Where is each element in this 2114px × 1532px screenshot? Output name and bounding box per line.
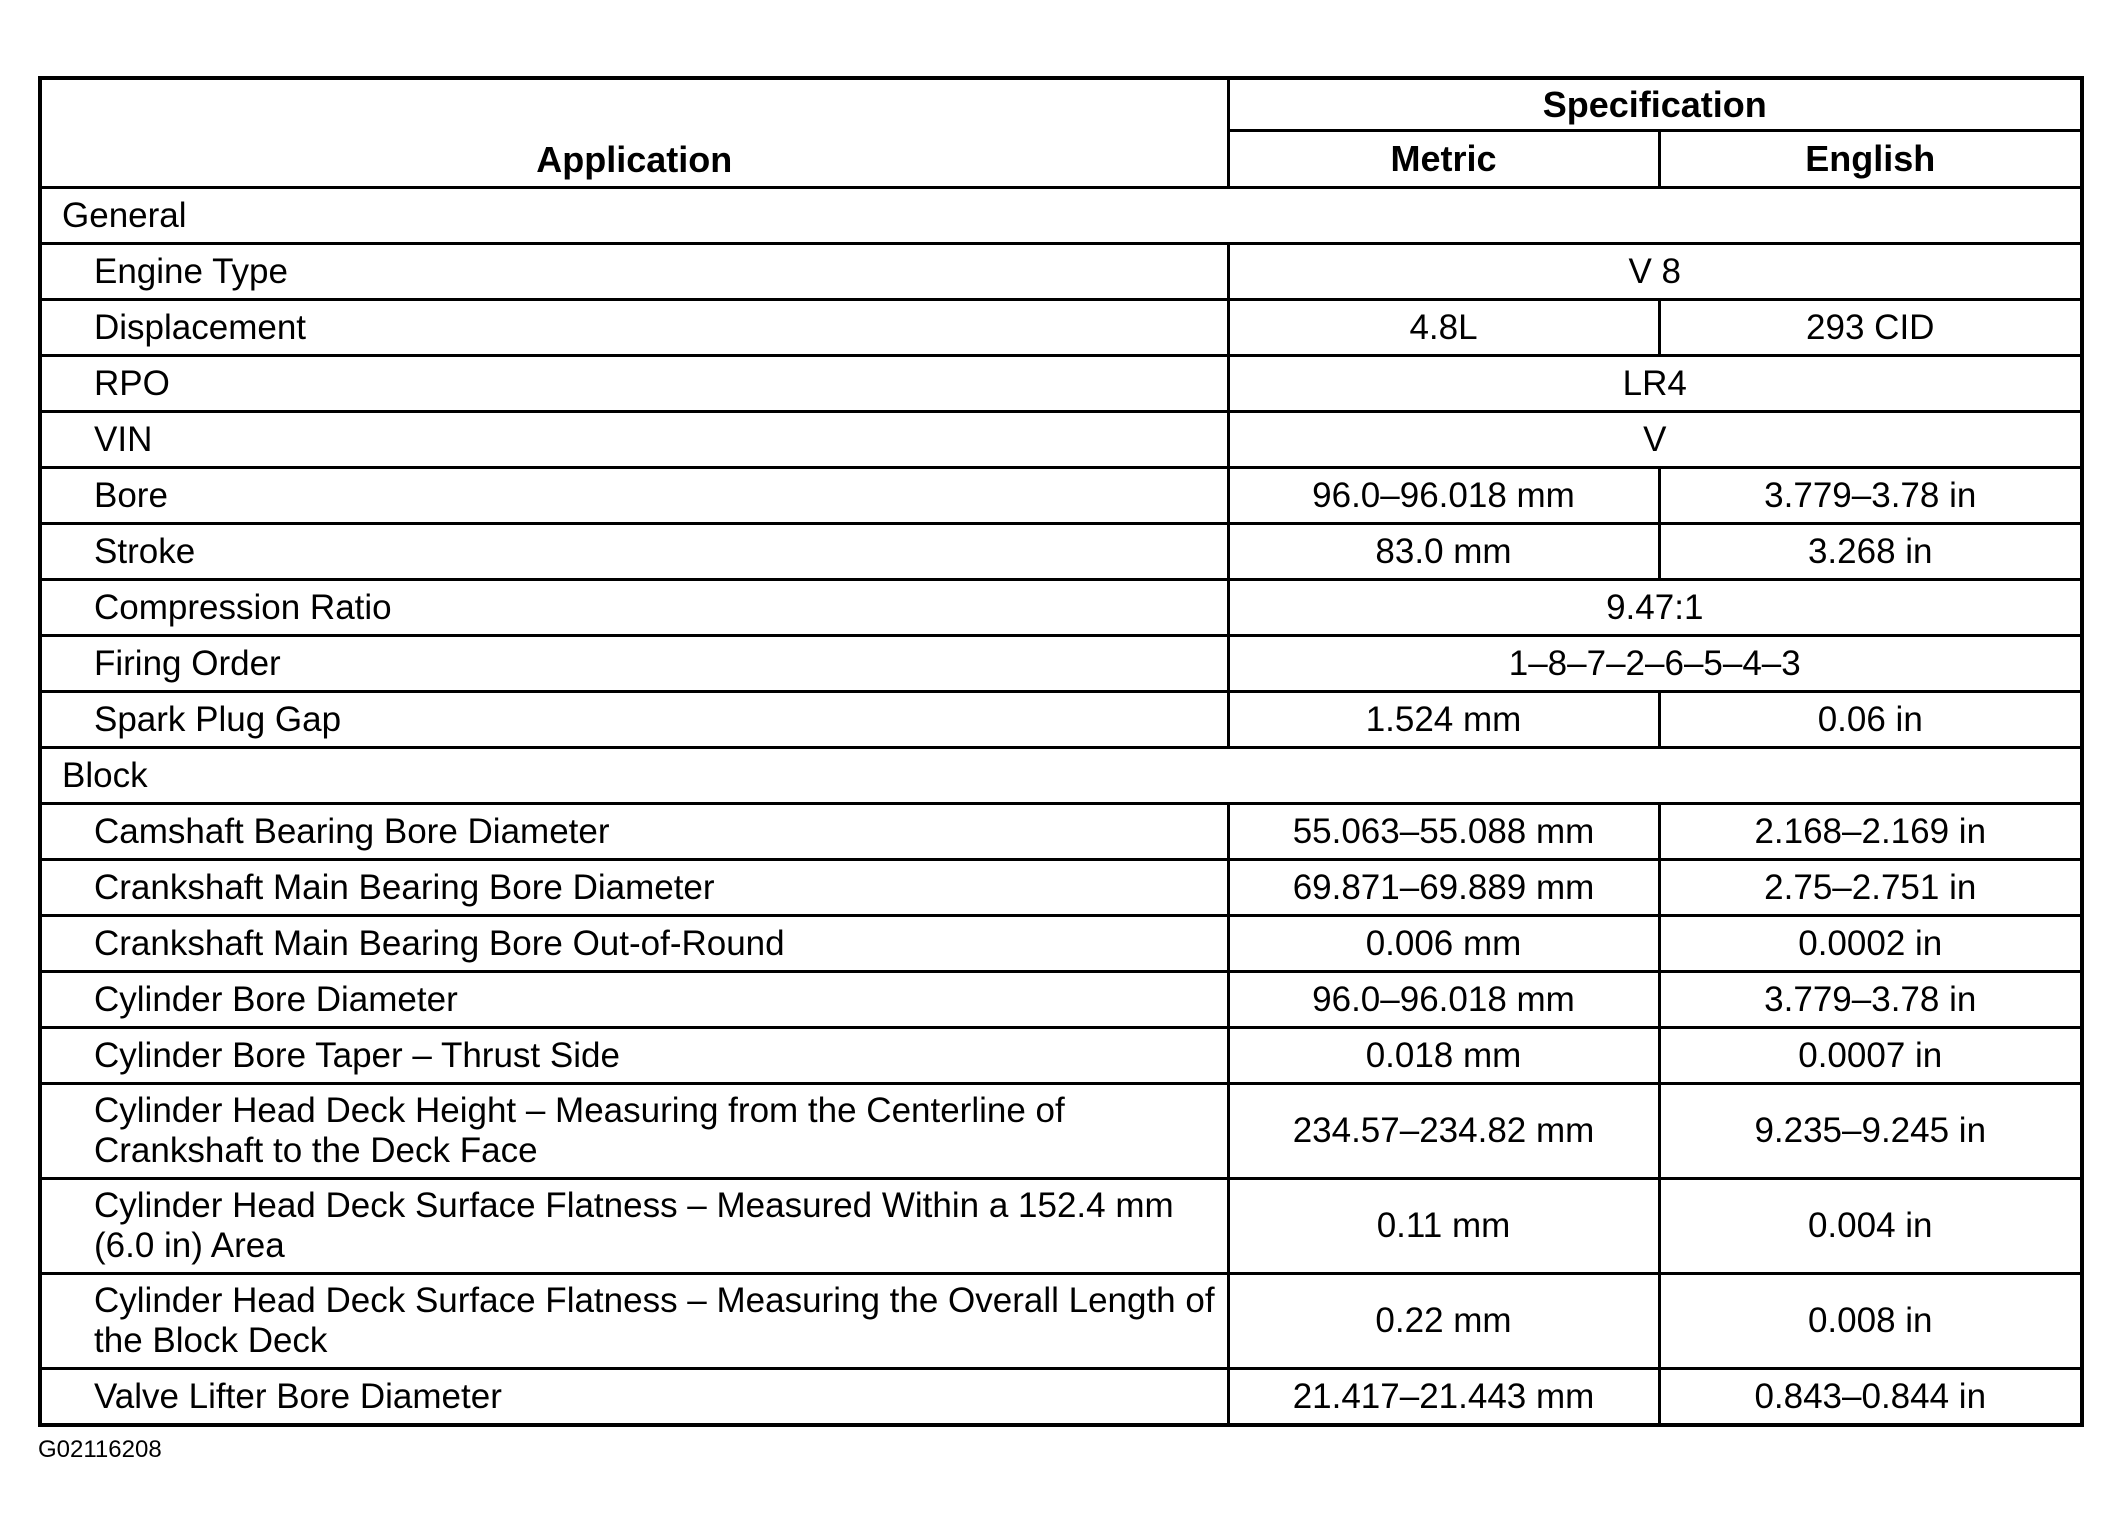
row-label: Cylinder Head Deck Surface Flatness – Measured Within a 152.4 mm (6.0 in) Area [40,1179,1228,1274]
english-value: 293 CID [1659,300,2082,356]
table-row-firing-order [40,636,2082,692]
english-value: 3.779–3.78 in [1659,972,2082,1028]
section-title-block: Block [40,748,2082,804]
table-row [40,1084,2082,1179]
row-label: RPO [40,356,1228,412]
english-value: 0.0002 in [1659,916,2082,972]
row-label: Cylinder Head Deck Height – Measuring from the Centerline of Crankshaft to the Deck Face [40,1084,1228,1179]
table-row-compression-ratio [40,580,2082,636]
metric-value: 69.871–69.889 mm [1228,860,1659,916]
section-title-general: General [40,188,2082,244]
header-row-top [40,78,2082,131]
metric-header: Metric [1228,131,1659,188]
table-row [40,972,2082,1028]
row-label: Bore [40,468,1228,524]
row-label: Firing Order [40,636,1228,692]
table-row [40,804,2082,860]
row-label: Crankshaft Main Bearing Bore Out-of-Round [40,916,1228,972]
metric-value: 4.8L [1228,300,1659,356]
row-label: Crankshaft Main Bearing Bore Diameter [40,860,1228,916]
english-value: 0.004 in [1659,1179,2082,1274]
row-label: Spark Plug Gap [40,692,1228,748]
engine-spec-table [38,76,2084,1427]
english-value: 3.268 in [1659,524,2082,580]
table-row [40,1028,2082,1084]
english-value: 2.75–2.751 in [1659,860,2082,916]
metric-value: 234.57–234.82 mm [1228,1084,1659,1179]
section-row-block [40,748,2082,804]
table-row-rpo [40,356,2082,412]
application-header: Application [40,78,1228,188]
metric-value: 96.0–96.018 mm [1228,972,1659,1028]
table-row-bore [40,468,2082,524]
metric-value: 1.524 mm [1228,692,1659,748]
row-value: V 8 [1228,244,2082,300]
metric-value: 0.11 mm [1228,1179,1659,1274]
metric-value: 0.018 mm [1228,1028,1659,1084]
table-row [40,860,2082,916]
english-value: 0.008 in [1659,1274,2082,1369]
row-label: Cylinder Bore Diameter [40,972,1228,1028]
table-row-engine-type [40,244,2082,300]
english-header: English [1659,131,2082,188]
row-label: Engine Type [40,244,1228,300]
row-label: VIN [40,412,1228,468]
table-row-displacement [40,300,2082,356]
metric-value: 96.0–96.018 mm [1228,468,1659,524]
english-value: 0.06 in [1659,692,2082,748]
english-value: 0.843–0.844 in [1659,1369,2082,1426]
table-row [40,916,2082,972]
row-label: Displacement [40,300,1228,356]
row-label: Compression Ratio [40,580,1228,636]
row-label: Valve Lifter Bore Diameter [40,1369,1228,1426]
row-value: 1–8–7–2–6–5–4–3 [1228,636,2082,692]
english-value: 2.168–2.169 in [1659,804,2082,860]
english-value: 0.0007 in [1659,1028,2082,1084]
table-row-stroke [40,524,2082,580]
metric-value: 21.417–21.443 mm [1228,1369,1659,1426]
section-row-general [40,188,2082,244]
specification-header: Specification [1228,78,2082,131]
table-row [40,1369,2082,1426]
metric-value: 55.063–55.088 mm [1228,804,1659,860]
row-value: V [1228,412,2082,468]
metric-value: 0.22 mm [1228,1274,1659,1369]
row-value: 9.47:1 [1228,580,2082,636]
english-value: 9.235–9.245 in [1659,1084,2082,1179]
row-value: LR4 [1228,356,2082,412]
row-label: Stroke [40,524,1228,580]
table-row-vin [40,412,2082,468]
row-label: Cylinder Bore Taper – Thrust Side [40,1028,1228,1084]
metric-value: 83.0 mm [1228,524,1659,580]
table-row [40,1274,2082,1369]
metric-value: 0.006 mm [1228,916,1659,972]
figure-id-label: G02116208 [38,1436,162,1463]
english-value: 3.779–3.78 in [1659,468,2082,524]
row-label: Cylinder Head Deck Surface Flatness – Measuring the Overall Length of the Block Deck [40,1274,1228,1369]
row-label: Camshaft Bearing Bore Diameter [40,804,1228,860]
table-row [40,1179,2082,1274]
table-row-spark-plug-gap [40,692,2082,748]
